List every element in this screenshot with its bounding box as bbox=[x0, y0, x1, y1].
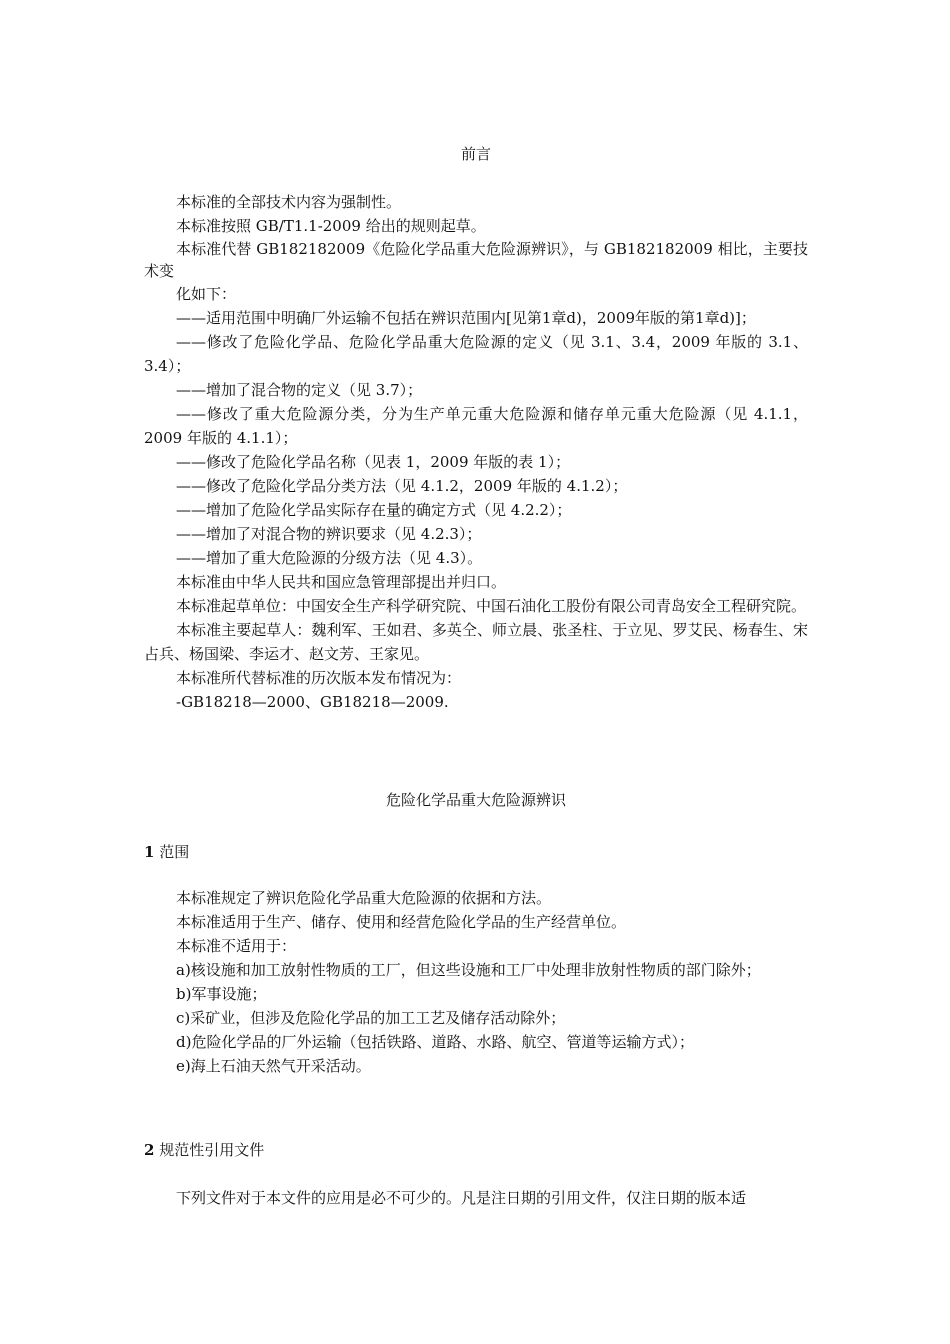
preface-paragraph: ——修改了危险化学品、危险化学品重大危险源的定义（见 3.1、3.4，2009 年版的 3.1、3.4）； bbox=[144, 333, 808, 375]
preface-paragraph: 本标准主要起草人：魏利军、王如君、多英仝、师立晨、张圣柱、于立见、罗艾民、杨春生、宋占兵、杨国梁、李运才、赵文芳、王家见。 bbox=[144, 621, 808, 663]
preface-paragraph: ——增加了危险化学品实际存在量的确定方式（见 4.2.2）； bbox=[176, 501, 572, 519]
preface-paragraph: -GB18218—2000、GB18218—2009. bbox=[176, 693, 449, 711]
document-title: 危险化学品重大危险源辨识 bbox=[385, 791, 566, 809]
section-1-heading bbox=[144, 840, 189, 864]
preface-paragraph: 本标准按照 GB/T1.1-2009 给出的规则起草。 bbox=[176, 217, 486, 235]
preface-paragraph: 本标准由中华人民共和国应急管理部提出并归口。 bbox=[176, 573, 507, 591]
section-2-title: 规范性引用文件 bbox=[159, 1141, 265, 1159]
section-2-heading bbox=[144, 1138, 264, 1162]
preface-title: 前言 bbox=[460, 145, 491, 163]
preface-body bbox=[144, 190, 808, 714]
preface-paragraph: 本标准所代替标准的历次版本发布情况为： bbox=[176, 669, 462, 687]
section-1-paragraph: d)危险化学品的厂外运输（包括铁路、道路、水路、航空、管道等运输方式）； bbox=[176, 1033, 694, 1051]
preface-paragraph: ——增加了重大危险源的分级方法（见 4.3）。 bbox=[176, 549, 483, 567]
section-1-paragraph: a)核设施和加工放射性物质的工厂，但这些设施和工厂中处理非放射性物质的部门除外； bbox=[176, 961, 761, 979]
preface-paragraph: 本标准的全部技术内容为强制性。 bbox=[176, 193, 402, 211]
preface-paragraph: 本标准代替 GB182182009《危险化学品重大危险源辨识》，与 GB182182009 相比，主要技术变 bbox=[144, 240, 808, 280]
section-1-paragraph: 本标准不适用于： bbox=[176, 937, 297, 955]
preface-paragraph: 本标准起草单位：中国安全生产科学研究院、中国石油化工股份有限公司青岛安全工程研究院。 bbox=[176, 597, 807, 615]
section-1-paragraph: 本标准适用于生产、储存、使用和经营危险化学品的生产经营单位。 bbox=[176, 913, 627, 931]
preface-paragraph: ——适用范围中明确厂外运输不包括在辨识范围内[见第1章d)，2009年版的第1章d)]； bbox=[176, 309, 756, 327]
section-2-body bbox=[144, 1186, 808, 1210]
section-1-paragraph: 本标准规定了辨识危险化学品重大危险源的依据和方法。 bbox=[176, 889, 552, 907]
preface-paragraph: ——修改了危险化学品名称（见表 1，2009 年版的表 1）； bbox=[176, 453, 571, 471]
preface-paragraph: 化如下： bbox=[176, 285, 237, 303]
section-2-paragraph: 下列文件对于本文件的应用是必不可少的。凡是注日期的引用文件，仅注日期的版本适 bbox=[176, 1189, 747, 1207]
preface-paragraph: ——增加了混合物的定义（见 3.7）； bbox=[176, 381, 423, 399]
preface-paragraph: ——增加了对混合物的辨识要求（见 4.2.3）； bbox=[176, 525, 482, 543]
section-1-title: 范围 bbox=[159, 843, 190, 861]
section-2-number: 2 bbox=[144, 1141, 155, 1159]
preface-paragraph: ——修改了重大危险源分类，分为生产单元重大危险源和储存单元重大危险源（见 4.1.1，2009 年版的 4.1.1）； bbox=[144, 405, 808, 447]
section-1-paragraph: b)军事设施； bbox=[176, 985, 267, 1003]
section-1-body bbox=[144, 886, 808, 1078]
preface-paragraph: ——修改了危险化学品分类方法（见 4.1.2，2009 年版的 4.1.2）； bbox=[176, 477, 628, 495]
section-1-number: 1 bbox=[144, 843, 155, 861]
section-1-paragraph: c)采矿业，但涉及危险化学品的加工工艺及储存活动除外； bbox=[176, 1009, 566, 1027]
section-1-paragraph: e)海上石油天然气开采活动。 bbox=[176, 1057, 371, 1075]
